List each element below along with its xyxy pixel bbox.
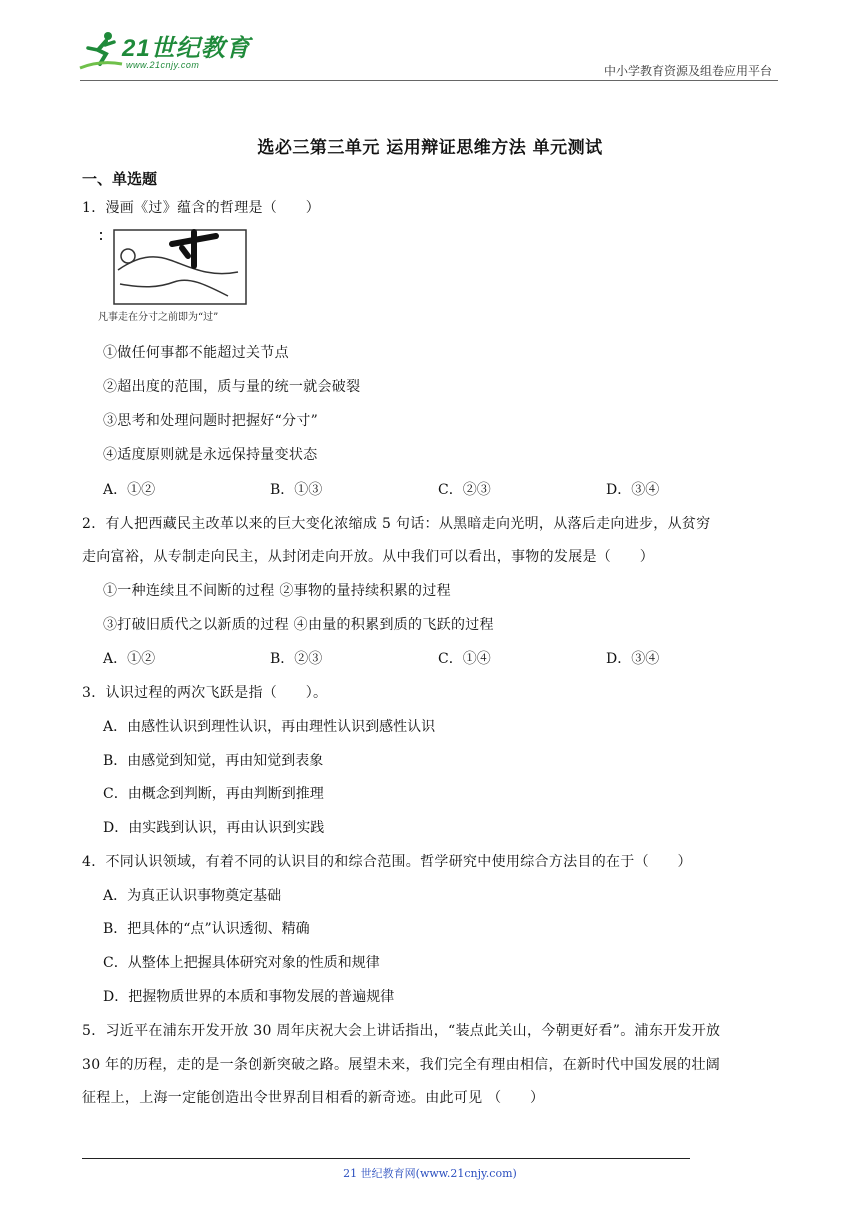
question-5-stem-line-1: 5．习近平在浦东开发开放 30 周年庆祝大会上讲话指出，“装点此关山，今朝更好看”。浦东开发开放 — [82, 1023, 721, 1039]
footer-link[interactable]: 21 世纪教育网(www.21cnjy.com) — [343, 1167, 517, 1180]
question-3-stem: 3．认识过程的两次飞跃是指（ ）。 — [82, 685, 328, 701]
q2-option-b[interactable]: B．②③ — [270, 651, 323, 667]
q1-statement-2: ②超出度的范围，质与量的统一就会破裂 — [103, 379, 361, 395]
q1-option-b[interactable]: B．①③ — [270, 482, 323, 498]
q4-option-c[interactable]: C．从整体上把握具体研究对象的性质和规律 — [103, 955, 380, 971]
q2-option-a[interactable]: A．①② — [103, 651, 156, 667]
platform-name: 中小学教育资源及组卷应用平台 — [603, 64, 772, 78]
q3-option-b[interactable]: B．由感觉到知觉，再由知觉到表象 — [103, 753, 324, 769]
section-heading: 一、单选题 — [82, 170, 158, 188]
comic-drawing-icon — [98, 226, 248, 308]
question-1-stem: 1．漫画《过》蕴含的哲理是（ ） — [82, 200, 321, 216]
q3-option-a[interactable]: A．由感性认识到理性认识，再由理性认识到感性认识 — [103, 719, 436, 735]
question-5-stem-line-3: 征程上，上海一定能创造出令世界刮目相看的新奇迹。由此可见 （ ） — [82, 1090, 545, 1106]
question-2-stem-line-1: 2．有人把西藏民主改革以来的巨大变化浓缩成 5 句话：从黑暗走向光明，从落后走向进步，从贫穷 — [82, 516, 711, 532]
question-2-stem-line-2: 走向富裕，从专制走向民主，从封闭走向开放。从中我们可以看出，事物的发展是（ ） — [82, 549, 654, 565]
logo-url: www.21cnjy.com — [126, 60, 200, 70]
q2-option-d[interactable]: D．③④ — [606, 651, 660, 667]
site-logo[interactable] — [78, 30, 258, 78]
page-title: 选必三第三单元 运用辩证思维方法 单元测试 — [257, 138, 603, 158]
q1-statement-4: ④适度原则就是永远保持量变状态 — [103, 447, 318, 463]
q1-statement-1: ①做任何事都不能超过关节点 — [103, 345, 289, 361]
comic-image — [98, 226, 248, 326]
q3-option-d[interactable]: D．由实践到认识，再由认识到实践 — [103, 820, 325, 836]
runner-logo-icon — [78, 30, 124, 70]
q2-statements-3-4: ③打破旧质代之以新质的过程 ④由量的积累到质的飞跃的过程 — [103, 617, 494, 633]
q4-option-a[interactable]: A．为真正认识事物奠定基础 — [103, 888, 282, 904]
footer-divider — [82, 1158, 690, 1159]
q1-option-d[interactable]: D．③④ — [606, 482, 660, 498]
q4-option-d[interactable]: D．把握物质世界的本质和事物发展的普遍规律 — [103, 989, 395, 1005]
q1-statement-3: ③思考和处理问题时把握好“分寸” — [103, 413, 319, 429]
header-divider — [80, 80, 778, 81]
q1-option-c[interactable]: C．②③ — [438, 482, 491, 498]
q4-option-b[interactable]: B．把具体的“点”认识透彻、精确 — [103, 921, 310, 937]
logo-text: 21世纪教育 — [122, 35, 251, 62]
comic-caption: 凡事走在分寸之前即为“过” — [98, 312, 219, 323]
q2-statements-1-2: ①一种连续且不间断的过程 ②事物的量持续积累的过程 — [103, 583, 451, 599]
page-header — [0, 0, 860, 82]
q2-option-c[interactable]: C．①④ — [438, 651, 491, 667]
q1-option-a[interactable]: A．①② — [103, 482, 156, 498]
q3-option-c[interactable]: C．由概念到判断，再由判断到推理 — [103, 786, 324, 802]
question-5-stem-line-2: 30 年的历程，走的是一条创新突破之路。展望未来，我们完全有理由相信，在新时代中国发展的壮阔 — [82, 1057, 721, 1073]
question-4-stem: 4．不同认识领域，有着不同的认识目的和综合范围。哲学研究中使用综合方法目的在于（ ） — [82, 854, 692, 870]
